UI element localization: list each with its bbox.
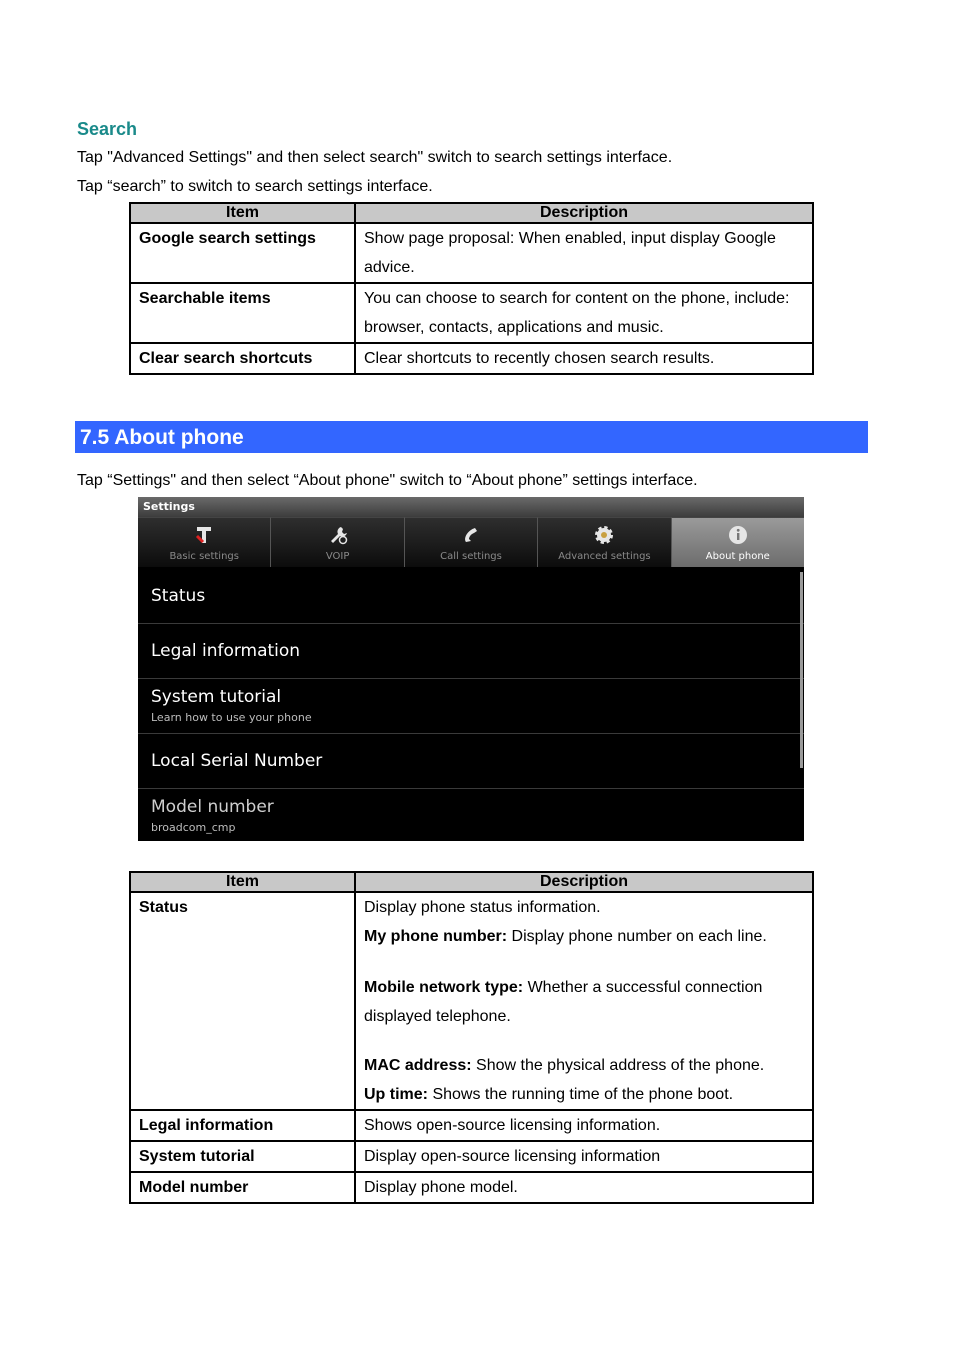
status-text: Show the physical address of the phone. xyxy=(471,1057,765,1074)
row-description: Shows open-source licensing information. xyxy=(355,1110,813,1141)
label-bold: MAC address: xyxy=(364,1057,472,1074)
table-row xyxy=(130,1141,813,1172)
search-paragraph-1: Tap "Advanced Settings" and then select search" switch to search settings interface. xyxy=(77,149,673,166)
list-item-status[interactable] xyxy=(138,569,804,624)
table-header-row xyxy=(130,872,813,892)
table-row xyxy=(130,343,813,374)
header-item: Item xyxy=(130,203,355,223)
table-header-row xyxy=(130,203,813,223)
row-description: Show page proposal: When enabled, input display Google advice. xyxy=(355,223,813,283)
row-description xyxy=(355,892,813,1110)
status-mac-address xyxy=(364,1051,804,1080)
tab-label: Call settings xyxy=(440,551,502,562)
info-icon xyxy=(727,524,749,546)
settings-title: Settings xyxy=(143,500,195,513)
row-item: Google search settings xyxy=(130,223,355,283)
row-item: Searchable items xyxy=(130,283,355,343)
header-description: Description xyxy=(355,872,813,892)
status-up-time xyxy=(364,1080,804,1109)
row-description: You can choose to search for content on the phone, include: browser, contacts, applications and music. xyxy=(355,283,813,343)
status-my-number xyxy=(364,922,804,951)
gear-icon xyxy=(593,524,615,546)
status-network-type xyxy=(364,973,804,1031)
table-row xyxy=(130,223,813,283)
settings-list xyxy=(138,569,804,841)
tools-icon xyxy=(193,524,215,546)
table-row xyxy=(130,892,813,1110)
tab-advanced-settings[interactable] xyxy=(538,517,671,567)
tab-label: Basic settings xyxy=(169,551,239,562)
header-item: Item xyxy=(130,872,355,892)
label-bold: My phone number: xyxy=(364,928,508,945)
list-item-title: System tutorial xyxy=(151,687,282,707)
row-description: Clear shortcuts to recently chosen search results. xyxy=(355,343,813,374)
tab-call-settings[interactable] xyxy=(405,517,538,567)
search-paragraph-2: Tap “search” to switch to search settings interface. xyxy=(77,178,433,195)
tab-basic-settings[interactable] xyxy=(138,517,271,567)
wrench-icon xyxy=(327,524,349,546)
list-item-subtitle: Learn how to use your phone xyxy=(151,711,312,724)
section-heading: 7.5 About phone xyxy=(80,426,244,449)
row-description: Display phone model. xyxy=(355,1172,813,1203)
settings-tab-bar xyxy=(138,517,804,567)
status-text: Display phone number on each line. xyxy=(507,928,767,945)
row-item: Status xyxy=(130,892,355,1110)
status-line-1: Display phone status information. xyxy=(364,899,601,916)
row-item: Clear search shortcuts xyxy=(130,343,355,374)
tab-label: About phone xyxy=(705,551,770,562)
list-item-subtitle: broadcom_cmp xyxy=(151,821,236,834)
list-item-model-number xyxy=(138,789,804,841)
list-item-title: Local Serial Number xyxy=(151,751,323,771)
row-description: Display open-source licensing information xyxy=(355,1141,813,1172)
about-phone-screenshot xyxy=(138,497,804,841)
scrollbar[interactable] xyxy=(800,572,803,768)
list-item-local-serial-number[interactable] xyxy=(138,734,804,789)
header-description: Description xyxy=(355,203,813,223)
list-item-title: Model number xyxy=(151,797,274,817)
table-row xyxy=(130,1172,813,1203)
settings-titlebar xyxy=(138,497,804,517)
section-heading-bar xyxy=(75,421,868,453)
row-item: Model number xyxy=(130,1172,355,1203)
phone-handset-icon xyxy=(460,524,482,546)
label-bold: Mobile network type: xyxy=(364,979,524,996)
label-bold: Up time: xyxy=(364,1086,428,1103)
list-item-legal-information[interactable] xyxy=(138,624,804,679)
list-item-title: Legal information xyxy=(151,641,301,661)
tab-label: VOIP xyxy=(325,551,350,562)
about-paragraph: Tap “Settings" and then select “About phone" switch to “About phone” settings interface. xyxy=(77,472,698,489)
search-heading: Search xyxy=(77,119,138,139)
table-row xyxy=(130,283,813,343)
list-item-title: Status xyxy=(151,586,206,606)
table-row xyxy=(130,1110,813,1141)
about-phone-table xyxy=(129,871,814,1204)
search-settings-table xyxy=(129,202,814,375)
status-text: Shows the running time of the phone boot. xyxy=(428,1086,734,1103)
tab-label: Advanced settings xyxy=(558,551,651,562)
tab-about-phone[interactable] xyxy=(672,517,804,567)
row-item: System tutorial xyxy=(130,1141,355,1172)
list-item-system-tutorial[interactable] xyxy=(138,679,804,734)
status-text: Whether a successful connection displayed telephone. xyxy=(364,979,763,1025)
row-item: Legal information xyxy=(130,1110,355,1141)
tab-voip[interactable] xyxy=(271,517,404,567)
